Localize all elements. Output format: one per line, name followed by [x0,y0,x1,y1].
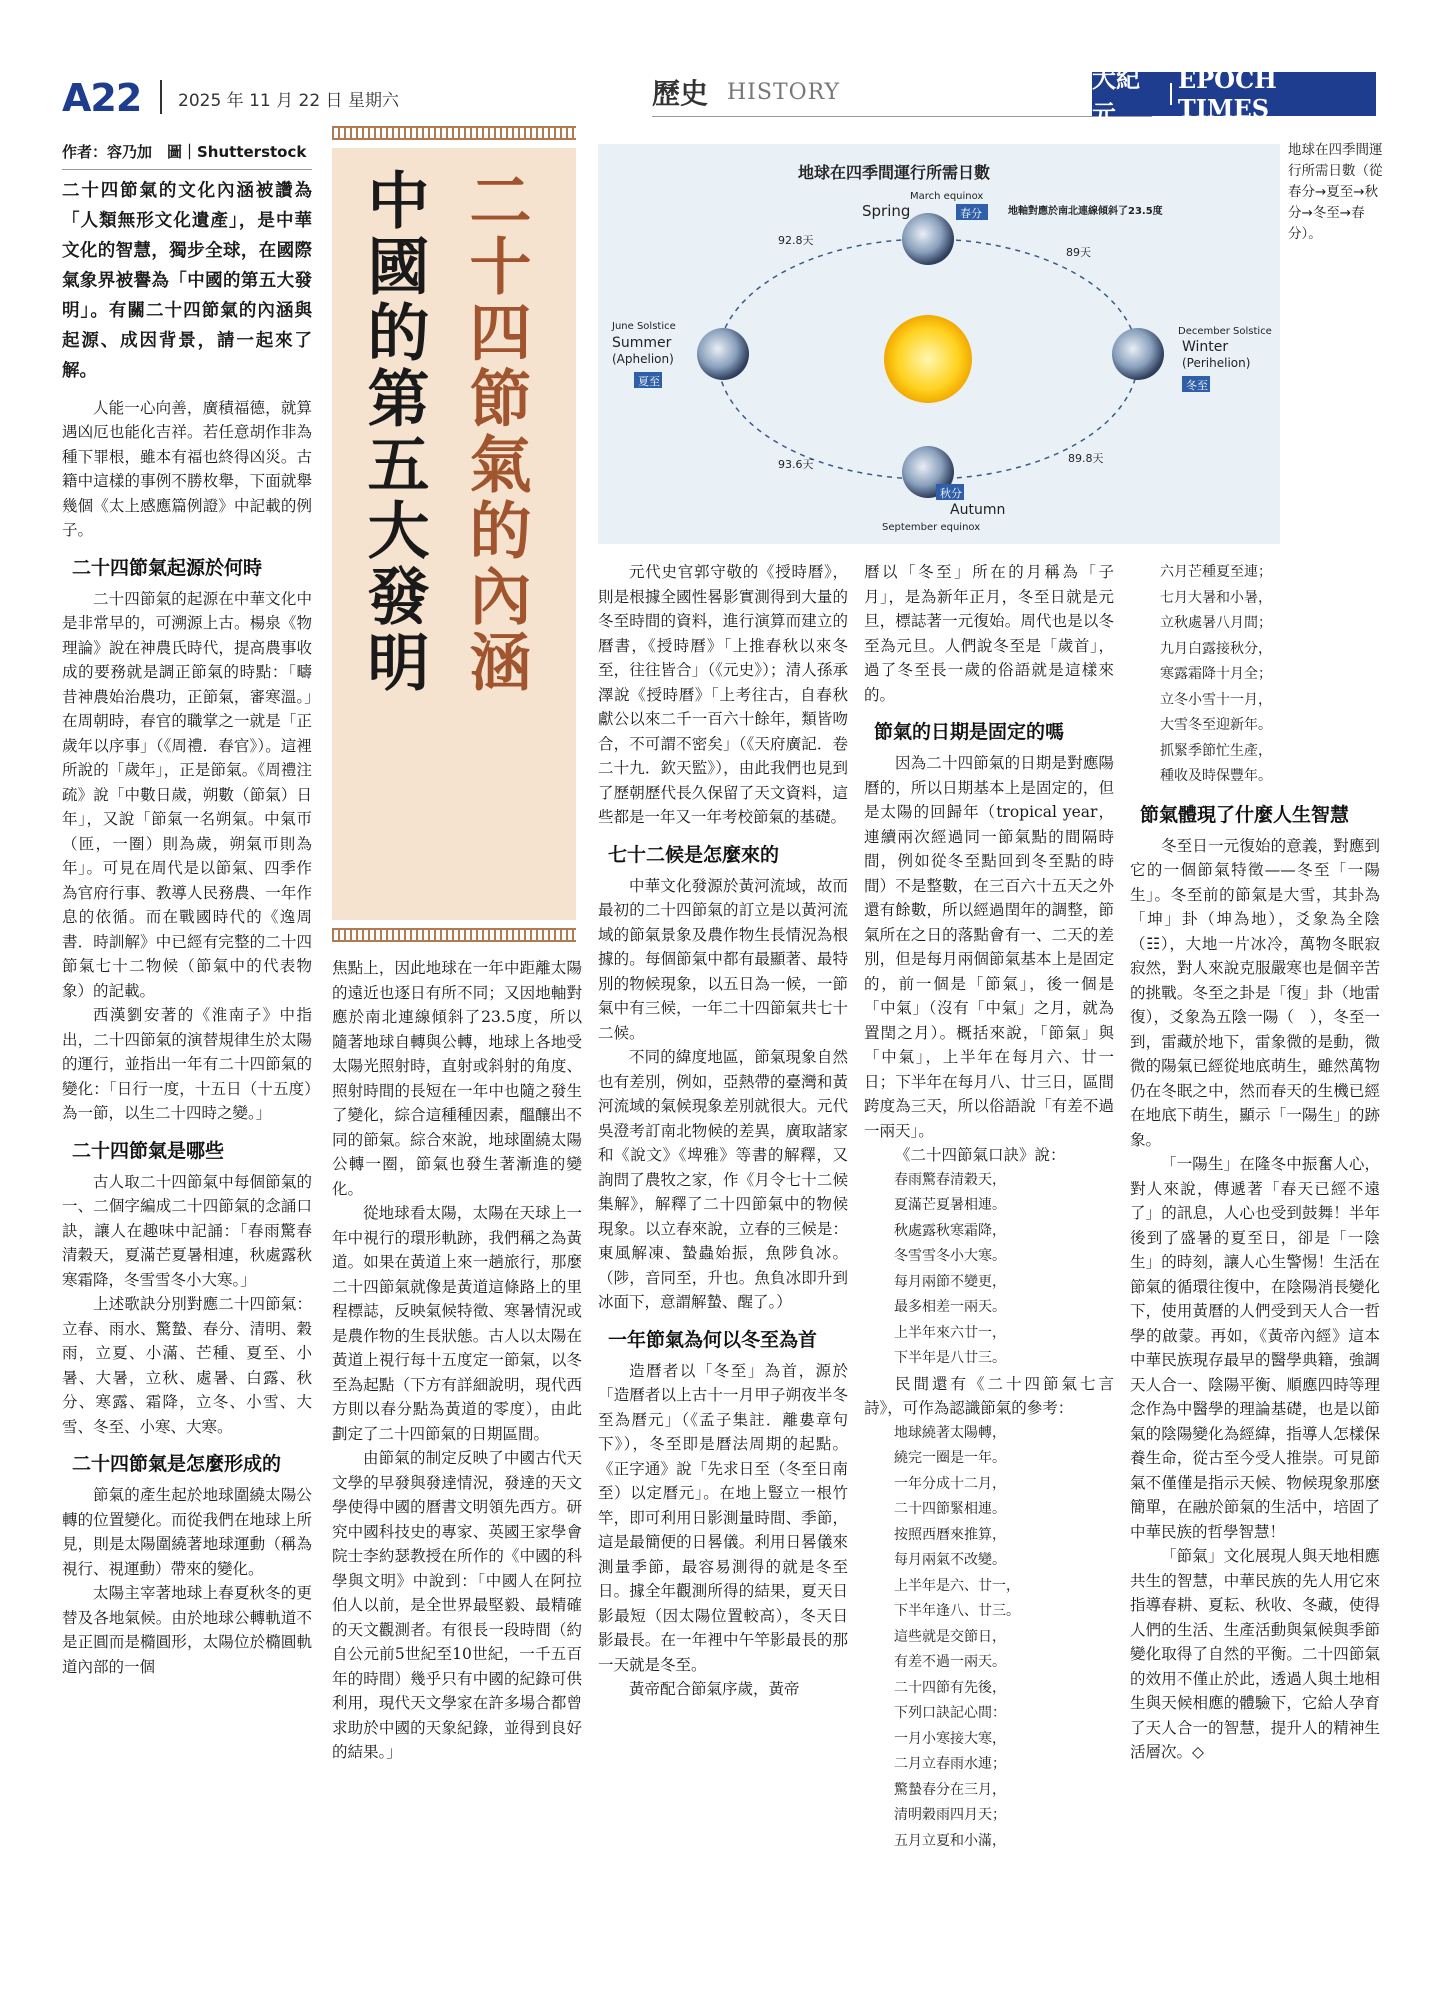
issue-date: 2025 年 11 月 22 日 星期六 [178,91,399,111]
paragraph: 太陽主宰著地球上春夏秋冬的更替及各地氣候。由於地球公轉軌道不是正圓而是橢圓形，太陽位於橢圓軌道內部的一個 [62,1584,312,1676]
paragraph: 焦點上，因此地球在一年中距離太陽的遠近也逐日有所不同；又因地軸對應於南北連線傾斜了23.5度，所以隨著地球自轉與公轉，地球上各地受太陽光照射時，直射或斜射的角度、照射時間的長短在一年中也隨之發生了變化，綜合這種種因素，醞釀出不同的節氣。綜合來說，地球圍繞太陽公轉一圈，節氣也發生著漸進的變化。 [332,959,582,1198]
paragraph: 曆以「冬至」所在的月稱為「子月」，是為新年正月，冬至日就是元旦，標誌著一元復始。周代也是以冬至為元旦。人們說冬至是「歲首」，過了冬至長一歲的俗語就是這樣來的。 [864,563,1114,704]
section-title-en: HISTORY [727,80,841,105]
subheading-formation: 二十四節氣是怎麼形成的 [72,1453,282,1475]
paragraph: 由節氣的制定反映了中國古代天文學的早發與發達情況，發達的天文學使得中國的曆書文明領先西方。研究中國科技史的專家、英國王家學會院士李約瑟教授在所作的《中國的科學與文明》中說到：「中國人在阿拉伯人以前，是全世界最堅毅、最精確的天文觀測者。有很長一段時間（約自公元前5世紀至10世紀，一千五百年的時間）幾乎只有中國的紀錄可供利用，現代天文學家在許多場合都曾求助於中國的天象紀錄，並得到良好的結果。」 [332,1449,582,1761]
byline: 作者：容乃加 圖｜Shutterstock [62,140,312,170]
label-spring-small: March equinox [910,191,984,202]
paragraph: 元代史官郭守敬的《授時曆》，則是根據全國性晷影實測得到大量的冬至時間的資料，進行演算而建立的曆書，《授時曆》「上推春秋以來冬至，往往皆合」（《元史》）；清人孫承澤說《授時曆》「上考往古，自春秋獻公以來二千一百六十餘年，類皆吻合，不可謂不密矣」（《天府廣記．卷二十九．欽天監》），由此我們也見到了歷朝歷代長久保留了天文資料，這些都是一年又一年考校節氣的基礎。 [598,563,848,826]
paragraph: 二十四節氣的起源在中華文化中是非常早的，可溯源上古。楊泉《物理論》說在神農氏時代，提高農事收成的要務就是調正節氣的時點：「疇昔神農始治農功，正節氣，審寒溫。」在周朝時，春官的職掌之一就是「正歲年以序事」（《周禮．春官》）。這裡所說的「歲年」，正是節氣。《周禮注疏》說「中數日歲，朔數（節氣）日年」，又說「節氣一名朔氣。中氣帀（匝，一圈）則為歲，朔氣帀則為年」。可見在周代是以節氣、四季作為官府行事、教導人民務農、一年作息的依循。而在戰國時代的《逸周書．時訓解》中已經有完整的二十四節氣七十二物候（節氣中的代表物象）的記載。 [62,589,312,1000]
paragraph: 冬至日一元復始的意義，對應到它的一個節氣特徵——冬至「一陽生」。冬至前的節氣是大雪，其卦為「坤」卦（坤為地），爻象為全陰（☷），大地一片冰冷，萬物冬眠寂寂然，對人來說克服嚴寒也是個辛苦的挑戰。冬至之卦是「復」卦（地雷復），爻象為五陰一陽（ ），冬至一到，雷藏於地下，雷象微的是動，微微的陽氣已經從地底萌生，雖然萬物仍在冬眠之中，然而春天的生機已經在地底下萌生，顯示「一陽生」的跡象。 [1130,836,1380,1149]
label-spring: Spring [862,202,911,220]
label-autumn: Autumn [950,502,1006,518]
paragraph: 節氣的產生起於地球圍繞太陽公轉的位置變化。而從我們在地球上所見，則是太陽圍繞著地球運動（稱為視行、視運動）帶來的變化。 [62,1486,312,1578]
paragraph: 「節氣」文化展現人與天地相應共生的智慧，中華民族的先人用它來指導春耕、夏耘、秋收、冬藏，使得人們的生活、生產活動與氣候與季節變化取得了自然的平衡。二十四節氣的效用不僅止於此，透過人與土地相生與天候相應的體驗下，它給人孕育了天人合一的智慧，提升人的精神生活層次。◇ [1130,1547,1380,1761]
header-rule [652,116,1152,117]
poem: 春雨驚春清穀天， 夏滿芒夏暑相連。 秋處露秋寒霜降， 冬雪雪冬小大寒。 每月兩節不變更， 最多相差一兩天。 上半年來六廿一， 下半年是八廿三。 [894,1171,1006,1366]
poem: 六月芒種夏至連； 七月大暑和小暑， 立秋處暑八月間； 九月白露接秋分， 寒露霜降十月全； 立冬小雪十一月， 大雪冬至迎新年。 抓緊季節忙生產， 種收及時保豐年。 [1160,564,1272,784]
figure-caption: 地球在四季間運行所需日數（從春分→夏至→秋分→冬至→春分）。 [1288,142,1383,242]
season-diagram-svg [598,144,1280,544]
paragraph: 《二十四節氣口訣》說： [895,1146,1066,1164]
badge-spring: 春分 [960,207,982,220]
headline-main: 二十四節氣的內涵 [459,168,532,696]
column-3 [598,560,848,1702]
diagram-title: 地球在四季間運行所需日數 [798,163,991,182]
column-5 [1130,560,1380,1765]
season-diagram [598,144,1280,544]
paragraph: 從地球看太陽，太陽在天球上一年中視行的環形軌跡，我們稱之為黃道。如果在黃道上來一趟旅行，那麼二十四節氣就像是黃道這條路上的里程標誌，反映氣候特徵、寒暑情況或是農作物的生長狀態。古人以太陽在黃道上視行每十五度定一節氣，以冬至為起點（下方有詳細說明，現代西方則以春分點為黃道的零度），由此劃定了二十四節氣的日期區間。 [332,1204,582,1443]
days-spring-summer: 92.8天 [778,234,814,247]
column-4 [864,560,1114,1854]
lead-paragraph: 二十四節氣的文化內涵被讚為「人類無形文化遺產」，是中華文化的智慧，獨步全球，在國際氣象界被譽為「中國的第五大發明」。有關二十四節氣的內涵與起源、成因背景，請一起來了解。 [62,180,312,381]
label-summer-2: Summer [612,335,672,351]
logo-cn: 大紀元 [1092,64,1140,128]
subheading-wisdom: 節氣體現了什麼人生智慧 [1140,803,1350,826]
headline-sub: 中國的第五大發明 [357,168,430,696]
earth-summer-icon [697,328,749,380]
label-summer-1: June Solstice [612,321,676,332]
earth-winter-icon [1112,328,1164,380]
intro-paragraph: 人能一心向善，廣積福德，就算遇凶厄也能化吉祥。若任意胡作非為種下罪根，雖本有福也終得凶災。古籍中這樣的事例不勝枚舉，下面就舉幾個《太上感應篇例證》中記載的例子。 [62,398,312,539]
paragraph: 造曆者以「冬至」為首，源於「造曆者以上古十一月甲子朔夜半冬至為曆元」（《孟子集註．離婁章句下》），冬至即是曆法周期的起點。《正字通》說「先求日至（冬至日南至）以定曆元」。在地上豎立一根竹竿，即可利用日影測量時間、季節，這是最簡便的日晷儀。利用日晷儀來測量季節，最容易測得的就是冬至日。據全年觀測所得的結果，夏天日影最短（因太陽位置較高），冬天日影最長。在一年裡中午竿影最長的那一天就是冬至。 [598,1361,848,1674]
column-2 [332,956,582,1765]
decorative-border-bottom [332,928,576,942]
tilt-note: 地軸對應於南北連線傾斜了23.5度 [1008,206,1163,217]
label-autumn-small: September equinox [882,522,981,533]
paragraph: 因為二十四節氣的日期是對應陽曆的，所以日期基本上是固定的，但是太陽的回歸年（tropical year，連續兩次經過同一節氣點的間隔時間，例如從冬至點回到冬至點的時間）不是整數，在三百六十五天之外還有餘數，所以經過閏年的調整，節氣所在之日的落點會有一、二天的差別，但是每月兩個節氣基本上是固定的，前一個是「節氣」，後一個是「中氣」（沒有「中氣」之月，就為置閏之月）。概括來說，「節氣」與「中氣」，上半年在每月六、廿一日；下半年在每月八、廿三日，區間跨度為三天，所以俗語說「有差不過一兩天」。 [864,754,1114,1140]
subheading-dates: 節氣的日期是固定的嗎 [874,721,1065,743]
badge-summer: 夏至 [638,375,660,388]
label-summer-3: (Aphelion) [612,352,674,366]
earth-spring-icon [902,213,954,265]
subheading-winter: 一年節氣為何以冬至為首 [608,1328,818,1351]
poem: 地球繞著太陽轉， 繞完一圈是一年。 一年分成十二月， 二十四節緊相連。 按照西曆來推算， 每月兩氣不改變。 上半年是六、廿一， 下半年逢八、廿三。 這些就是交節日， 有差不過一兩天。 二十四節有先後， 下列口訣記心間： 一月小寒接大寒， 二月立春雨水連； 驚蟄春分在三月， 清明穀雨四月天； 五月立夏和小滿， [894,1424,1020,1849]
subheading-which: 二十四節氣是哪些 [72,1139,225,1162]
days-summer-autumn: 93.6天 [778,458,814,471]
headline-box [332,148,576,920]
paragraph: 黃帝配合節氣序歲，黃帝 [629,1680,800,1698]
section-title: 歷史 [652,77,709,110]
subheading-origin: 二十四節氣起源於何時 [72,556,263,579]
paragraph: 民間還有《二十四節氣七言詩》，可作為認識節氣的參考： [864,1374,1114,1417]
label-winter-1: December Solstice [1178,326,1272,337]
logo-divider [1170,83,1172,105]
page-number: A22 [62,76,142,120]
paragraph: 西漢劉安著的《淮南子》中指出，二十四節氣的演替規律生於太陽的運行，並指出一年有二十四節氣的變化：「日行一度，十五日（十五度）為一節，以生二十四時之變。」 [62,1006,312,1122]
label-winter-3: (Perihelion) [1182,356,1251,370]
label-winter-2: Winter [1182,339,1229,355]
subheading-72: 七十二候是怎麼來的 [608,843,780,866]
masthead-logo [1092,64,1376,128]
badge-autumn: 秋分 [940,487,962,500]
paragraph: 中華文化發源於黃河流域，故而最初的二十四節氣的訂立是以黃河流域的節氣景象及農作物生長情況為根據的。每個節氣中都有最顯著、最特別的物候現象，以五日為一候，一節氣中有三候，一年二十四節氣共七十二候。 [598,876,848,1042]
paragraph: 古人取二十四節氣中每個節氣的一、二個字編成二十四節氣的念誦口訣，讓人在趣味中記誦：「春雨驚春清穀天，夏滿芒夏暑相連，秋處露秋寒霜降，冬雪雪冬小大寒。」 [62,1172,312,1289]
column-1 [62,140,312,1679]
paragraph: 「一陽生」在隆冬中振奮人心，對人來說，傳遞著「春天已經不遠了」的訊息，人心也受到鼓舞！半年後到了盛暑的夏至日，卻是「一陰生」的時刻，讓人心生警惕！生活在節氣的循環往復中，在陰陽消長變化下，使用黃曆的人們受到天人合一哲學的啟蒙。再如，《黃帝內經》這本中華民族現存最早的醫學典籍，強調天人合一、陰陽平衡、順應四時等理念作為中醫學的理論基礎，也是以節氣的陰陽變化為經緯，指導人怎樣保養生命，從古至今受人推崇。可見節氣不僅僅是指示天候、物候現象那麼簡單，在融於節氣的生活中，培固了中華民族的哲學智慧！ [1130,1155,1380,1541]
page-header [62,64,1376,128]
logo-en: EPOCH TIMES [1177,65,1277,123]
days-winter-spring: 89天 [1066,246,1091,259]
header-divider [160,80,162,114]
badge-winter: 冬至 [1186,379,1208,392]
sun-icon [884,315,972,403]
paragraph: 上述歌訣分別對應二十四節氣：立春、雨水、驚蟄、春分、清明、穀雨，立夏、小滿、芒種、夏至、小暑、大暑，立秋、處暑、白露、秋分、寒露、霜降，立冬、小雪、大雪、冬至、小寒、大寒。 [62,1295,312,1436]
decorative-border-top [332,126,576,140]
paragraph: 不同的緯度地區，節氣現象自然也有差別，例如，亞熱帶的臺灣和黃河流域的氣候現象差別就很大。元代吳澄考訂南北物候的差異，廣取諸家和《說文》《埤雅》等書的解釋，又詢問了農牧之家，作《月令七十二候集解》，解釋了二十四節氣中的物候現象。以立春來說，立春的三候是：東風解凍、蟄蟲始振，魚陟負冰。（陟，音同至，升也。魚負冰即升到冰面下，意謂解蟄、醒了。） [598,1048,848,1311]
days-autumn-winter: 89.8天 [1068,452,1104,465]
